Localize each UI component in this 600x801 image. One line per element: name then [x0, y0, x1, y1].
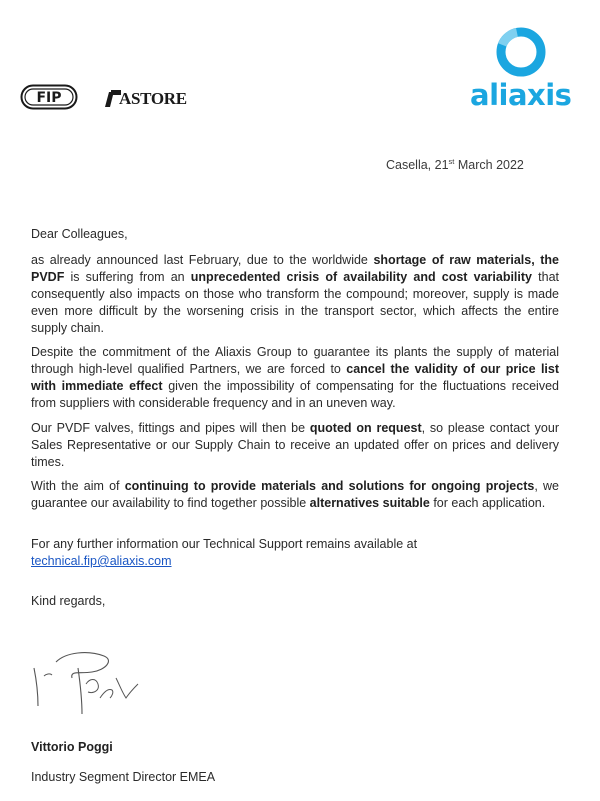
astore-logo — [105, 89, 195, 109]
fip-logo — [20, 84, 78, 110]
paragraph-alternatives — [31, 478, 559, 512]
letter-date — [386, 158, 524, 172]
bold-text: unprecedented crisis of availability and cost variability — [190, 270, 532, 284]
date-place: Casella, 21 — [386, 158, 449, 172]
bold-text: alternatives suitable — [309, 496, 430, 510]
aliaxis-logo-text: aliaxis — [470, 78, 572, 112]
text: given the impossibility of compensating for the fluctuations received from suppliers with considerable frequency and in an uneven way. — [31, 379, 559, 410]
aliaxis-logo — [470, 26, 580, 116]
astore-logo-text: ASTORE — [119, 89, 187, 108]
signatory-role: Industry Segment Director EMEA — [31, 770, 216, 784]
greeting: Dear Colleagues, — [31, 227, 128, 241]
text: Despite the commitment of the Aliaxis Group to guarantee its plants the supply of material through high-level qualified Partners, we are forced to — [31, 345, 559, 376]
paragraph-shortage — [31, 252, 559, 337]
date-month-year: March 2022 — [454, 158, 524, 172]
closing: Kind regards, — [31, 594, 106, 608]
aliaxis-ring-icon — [495, 26, 547, 78]
text: as already announced last February, due to the worldwide — [31, 253, 374, 267]
signatory-name: Vittorio Poggi — [31, 740, 113, 754]
bold-text: quoted on request — [309, 421, 422, 435]
text: Our PVDF valves, fittings and pipes will then be — [31, 421, 310, 435]
date-suffix: st — [448, 156, 455, 166]
support-email-link[interactable]: technical.fip@aliaxis.com — [31, 554, 172, 568]
text: is suffering from an — [64, 270, 191, 284]
paragraph-support — [31, 536, 559, 570]
fip-logo-text: FIP — [36, 90, 62, 106]
bold-text: cancel the validity of our price list with immediate effect — [31, 362, 560, 393]
handwritten-signature — [26, 648, 146, 718]
paragraph-quotes — [31, 420, 559, 471]
bold-text: continuing to provide materials and solutions for ongoing projects — [124, 479, 535, 493]
text: that consequently also impacts on those who transform the compound; moreover, supply is made even more difficult by the worsening crisis in the transport sector, which affects the entire supply chain. — [31, 270, 560, 335]
text: for each application. — [429, 496, 546, 510]
text: For any further information our Technical Support remains available at — [31, 537, 418, 551]
bold-text: shortage of raw materials, the PVDF — [31, 253, 559, 284]
text: With the aim of — [31, 479, 125, 493]
paragraph-price-list — [31, 344, 559, 412]
text: , so please contact your Sales Representative or our Supply Chain to receive an updated offer on prices and delivery times. — [31, 421, 559, 469]
text: , we guarantee our availability to find together possible — [31, 479, 559, 510]
